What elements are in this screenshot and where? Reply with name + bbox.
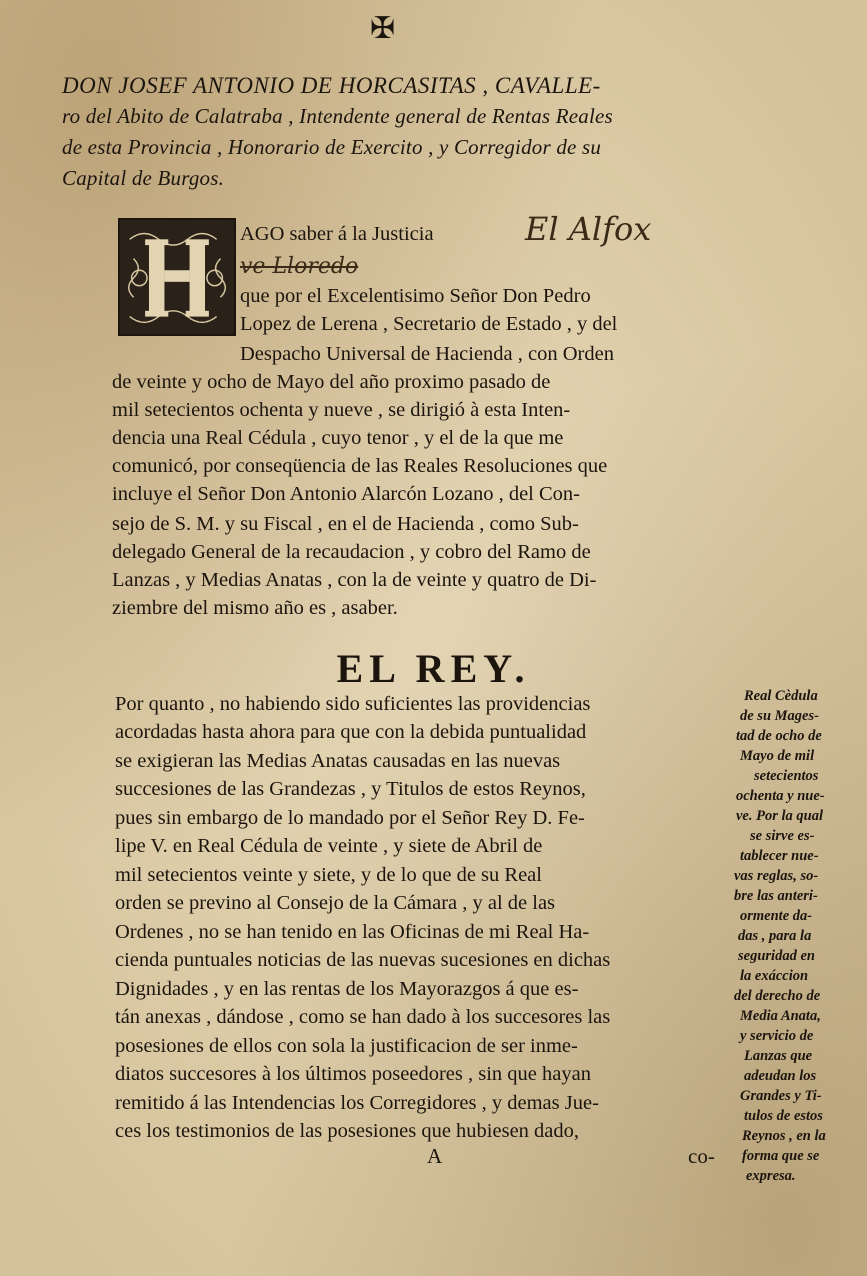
handwritten-place-name: El Alfox xyxy=(525,210,652,248)
margin-line: la exáccion xyxy=(740,968,809,984)
margin-line: forma que se xyxy=(742,1148,820,1164)
section-title: EL REY. xyxy=(336,646,531,691)
document-header xyxy=(62,70,722,194)
margin-line: ochenta y nue- xyxy=(736,788,825,804)
intro-line: de veinte y ocho de Mayo del año proximo pasado de xyxy=(112,371,551,393)
margin-line: Media Anata, xyxy=(740,1008,821,1024)
margin-line: tablecer nue- xyxy=(740,848,819,864)
body-line: succesiones de las Grandezas , y Titulos de estos Reynos, xyxy=(115,778,586,800)
body-line: lipe V. en Real Cédula de veinte , y siete de Abril de xyxy=(115,835,543,857)
header-line: DON JOSEF ANTONIO DE HORCASITAS , CAVALLE- xyxy=(62,73,601,98)
margin-line: Lanzas que xyxy=(744,1048,813,1064)
margin-line: Mayo de mil xyxy=(740,748,815,764)
decorated-initial-h xyxy=(118,218,236,336)
catchword: co- xyxy=(688,1144,715,1168)
margin-line: Real Cèdula xyxy=(744,688,818,704)
intro-line: Lanzas , y Medias Anatas , con la de veinte y quatro de Di- xyxy=(112,569,597,591)
intro-line: que por el Excelentisimo Señor Don Pedro xyxy=(240,285,591,307)
margin-line: tad de ocho de xyxy=(736,728,822,744)
header-line: de esta Provincia , Honorario de Exercito , y Corregidor de su xyxy=(62,135,602,159)
margin-line: se sirve es- xyxy=(750,828,815,844)
margin-line: seguridad en xyxy=(738,948,815,964)
body-line: diatos succesores à los últimos poseedores , sin que hayan xyxy=(115,1063,591,1085)
body-line: orden se previno al Consejo de la Cámara , y al de las xyxy=(115,892,556,914)
body-line: acordadas hasta ahora para que con la debida puntualidad xyxy=(115,721,587,743)
intro-line: mil setecientos ochenta y nueve , se dirigió à esta Inten- xyxy=(112,399,571,421)
intro-line: comunicó, por conseqüencia de las Reales Resoluciones que xyxy=(112,455,608,477)
margin-line: bre las anteri- xyxy=(734,888,818,904)
margin-line: expresa. xyxy=(746,1168,796,1184)
margin-line: de su Mages- xyxy=(740,708,819,724)
body-line: ces los testimonios de las posesiones que hubiesen dado, xyxy=(115,1120,580,1142)
body-line: Dignidades , y en las rentas de los Mayorazgos á que es- xyxy=(115,978,579,1000)
cross-ornament: ✠ xyxy=(370,12,396,45)
intro-line: sejo de S. M. y su Fiscal , en el de Hacienda , como Sub- xyxy=(112,513,579,535)
signature-mark: A xyxy=(427,1144,443,1168)
margin-line: Grandes y Ti- xyxy=(740,1088,822,1104)
body-line: pues sin embargo de lo mandado por el Señor Rey D. Fe- xyxy=(115,807,585,829)
margin-line: del derecho de xyxy=(734,988,821,1004)
intro-line: dencia una Real Cédula , cuyo tenor , y el de la que me xyxy=(112,427,564,449)
body-line: Por quanto , no habiendo sido suficientes las providencias xyxy=(115,693,591,715)
header-line: Capital de Burgos. xyxy=(62,166,225,190)
intro-line: ziembre del mismo año es , asaber. xyxy=(112,597,398,619)
margin-line: tulos de estos xyxy=(744,1108,823,1124)
body-line: posesiones de ellos con sola la justificacion de ser inme- xyxy=(115,1035,578,1057)
body-line: remitido á las Intendencias los Corregidores , y demas Jue- xyxy=(115,1092,599,1114)
body-line: tán anexas , dándose , como se han dado à los succesores las xyxy=(115,1006,611,1028)
margin-line: y servicio de xyxy=(740,1028,814,1044)
intro-line: delegado General de la recaudacion , y cobro del Ramo de xyxy=(112,541,591,563)
handwritten-place-name-2: ve Lloredo xyxy=(240,254,359,279)
body-line: mil setecientos veinte y siete, y de lo que de su Real xyxy=(115,864,542,886)
intro-line: Lopez de Lerena , Secretario de Estado , y del xyxy=(240,313,618,335)
margin-line: Reynos , en la xyxy=(742,1128,826,1144)
body-line: se exigieran las Medias Anatas causadas en las nuevas xyxy=(115,750,561,772)
body-line: cienda puntuales noticias de las nuevas sucesiones en dichas xyxy=(115,949,611,971)
intro-line: AGO saber á la Justicia xyxy=(240,223,434,245)
intro-line: Despacho Universal de Hacienda , con Orden xyxy=(240,343,614,365)
intro-line: incluye el Señor Don Antonio Alarcón Lozano , del Con- xyxy=(112,483,580,505)
margin-line: vas reglas, so- xyxy=(734,868,819,884)
margin-line: das , para la xyxy=(738,928,812,944)
margin-line: ve. Por la qual xyxy=(736,808,823,824)
margin-line: setecientos xyxy=(754,768,819,784)
margin-line: adeudan los xyxy=(744,1068,817,1084)
body-line: Ordenes , no se han tenido en las Oficinas de mi Real Ha- xyxy=(115,921,590,943)
header-line: ro del Abito de Calatraba , Intendente general de Rentas Reales xyxy=(62,104,613,128)
margin-line: ormente da- xyxy=(740,908,813,924)
